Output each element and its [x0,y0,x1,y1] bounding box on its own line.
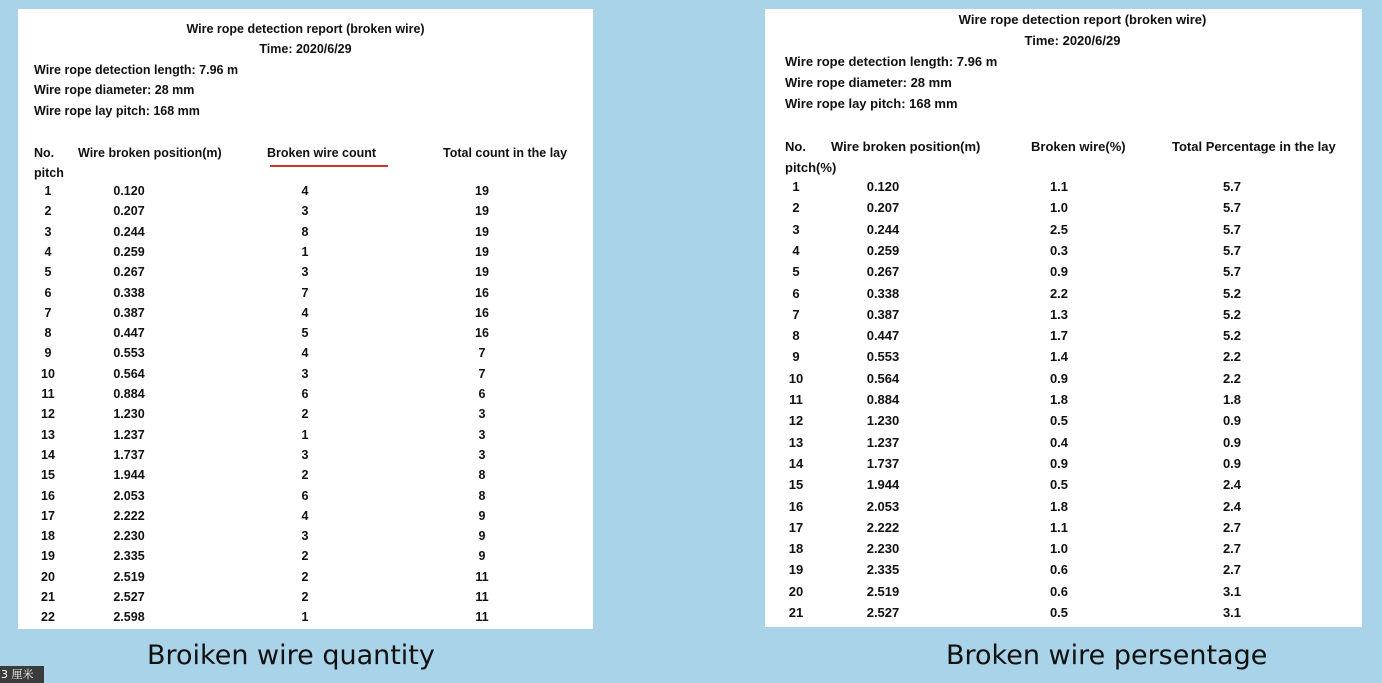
table-row [18,509,593,529]
row-total: 5.2 [1222,328,1242,344]
row-position: 1.944 [866,477,900,493]
table-row [18,387,593,407]
row-total: 7 [478,366,486,381]
table-row [765,392,1362,412]
right-table-body [765,179,1362,627]
row-total: 11 [475,610,489,625]
row-position: 0.338 [866,285,900,301]
table-row [765,179,1362,199]
row-total: 5.7 [1222,264,1242,280]
row-total: 3 [478,427,486,442]
red-underline [270,165,388,167]
row-broken: 0.9 [1049,370,1069,386]
row-broken: 1.8 [1049,498,1069,514]
table-row [18,570,593,590]
row-position: 1.237 [866,434,900,450]
row-number: 7 [792,306,800,322]
row-number: 18 [41,529,55,544]
row-broken: 4 [301,184,309,198]
header-no: No. [34,146,55,160]
row-position: 0.338 [113,285,145,300]
report-time: Time: 2020/6/29 [1024,33,1121,48]
row-broken: 2 [301,569,309,584]
ruler-tag: 3 厘米 [0,666,44,683]
table-row [765,562,1362,582]
row-broken: 0.9 [1049,455,1069,471]
row-broken: 4 [301,508,309,523]
table-row [18,448,593,468]
row-position: 2.053 [866,498,900,514]
row-position: 2.335 [113,549,145,564]
row-position: 1.737 [866,455,900,471]
row-total: 8 [478,468,486,483]
table-row [765,222,1362,242]
table-row [18,428,593,448]
row-number: 12 [41,407,55,422]
row-position: 0.884 [113,387,145,401]
row-position: 0.120 [113,184,145,198]
row-number: 9 [792,349,800,365]
row-broken: 3 [301,529,309,544]
row-position: 0.564 [866,370,900,386]
table-row [18,286,593,306]
row-total: 3 [478,447,486,462]
row-total: 6 [478,387,486,401]
table-row [765,307,1362,327]
row-position: 2.519 [113,569,145,584]
row-position: 2.222 [113,508,145,523]
table-row [18,306,593,326]
row-number: 1 [44,184,52,198]
row-total: 11 [475,590,489,604]
table-row [18,489,593,509]
row-number: 20 [41,569,55,584]
row-position: 0.447 [113,326,145,341]
row-broken: 6 [301,488,309,503]
row-broken: 5 [301,326,309,341]
row-number: 22 [41,610,55,625]
row-number: 6 [44,285,52,300]
table-row [765,520,1362,540]
table-row [765,541,1362,561]
row-broken: 0.4 [1049,434,1069,450]
row-broken: 4 [301,346,309,361]
row-broken: 1.7 [1049,328,1069,344]
row-number: 9 [44,346,52,361]
table-row [18,184,593,204]
row-position: 0.884 [866,392,900,407]
row-position: 2.230 [113,529,145,544]
table-row [18,225,593,245]
row-position: 2.230 [866,541,900,557]
broken-wire-percentage-report [765,9,1362,627]
table-row [18,407,593,427]
row-position: 2.598 [113,610,145,625]
row-position: 0.259 [113,244,145,259]
header-position: Wire broken position(m) [831,139,981,154]
row-number: 19 [788,562,804,578]
header-broken-count: Broken wire count [267,146,377,160]
row-broken: 1.1 [1049,179,1069,194]
row-position: 1.230 [866,413,900,429]
row-broken: 8 [301,224,309,239]
lay-pitch: Wire rope lay pitch: 168 mm [34,104,200,118]
row-number: 13 [788,434,804,450]
row-number: 7 [44,305,52,320]
row-broken: 3 [301,265,309,280]
detection-length: Wire rope detection length: 7.96 m [785,54,998,69]
row-position: 0.553 [113,346,145,361]
table-row [765,371,1362,391]
row-number: 16 [41,488,55,503]
row-number: 17 [41,508,55,523]
row-position: 2.335 [866,562,900,578]
row-total: 3 [478,407,486,422]
table-row [765,200,1362,220]
row-number: 21 [788,605,804,620]
table-row [765,264,1362,284]
table-row [18,265,593,285]
row-position: 1.237 [113,427,145,442]
row-total: 5.2 [1222,285,1242,301]
row-total: 2.4 [1222,498,1242,514]
row-number: 10 [41,366,55,381]
row-position: 0.447 [866,328,900,344]
header-broken-percent: Broken wire(%) [1031,139,1126,154]
row-broken: 2.2 [1049,285,1069,301]
table-row [18,367,593,387]
row-broken: 6 [301,387,309,401]
report-title: Wire rope detection report (broken wire) [186,22,425,36]
row-total: 0.9 [1222,434,1242,450]
row-broken: 2 [301,590,309,604]
table-row [18,590,593,610]
row-broken: 4 [301,305,309,320]
row-broken: 2 [301,549,309,564]
row-position: 0.207 [113,204,145,219]
row-broken: 1.1 [1049,519,1069,535]
row-number: 13 [41,427,55,442]
row-number: 11 [41,387,55,401]
report-title: Wire rope detection report (broken wire) [958,12,1207,27]
row-number: 15 [41,468,55,483]
header-total-count: Total count in the lay [443,146,568,160]
table-row [765,243,1362,263]
row-position: 1.230 [113,407,145,422]
row-number: 16 [788,498,804,514]
row-broken: 1.0 [1049,200,1069,216]
row-total: 3.1 [1222,583,1242,599]
header-pitch: pitch(%) [785,160,837,175]
row-number: 15 [788,477,804,493]
row-broken: 3 [301,366,309,381]
row-broken: 1.0 [1049,541,1069,557]
table-row [18,529,593,549]
row-total: 9 [478,549,486,564]
row-broken: 7 [301,285,309,300]
row-number: 10 [788,370,804,386]
row-total: 19 [475,244,489,259]
row-position: 2.519 [866,583,900,599]
table-row [18,245,593,265]
table-row [18,610,593,630]
row-number: 14 [788,455,804,471]
row-total: 2.2 [1222,370,1242,386]
broken-wire-quantity-report [18,9,593,629]
row-broken: 0.5 [1049,477,1069,493]
table-row [18,549,593,569]
row-total: 2.2 [1222,349,1242,365]
row-number: 1 [792,179,800,194]
row-broken: 0.6 [1049,562,1069,578]
row-number: 8 [44,326,52,341]
row-number: 8 [792,328,800,344]
row-position: 2.222 [866,519,900,535]
row-total: 19 [475,184,489,198]
caption-quantity: Broiken wire quantity [147,640,435,671]
header-pitch: pitch [34,166,64,180]
row-total: 2.7 [1222,541,1242,557]
row-broken: 1.3 [1049,306,1069,322]
row-total: 11 [475,569,489,584]
table-row [765,477,1362,497]
row-position: 0.267 [113,265,145,280]
row-total: 19 [475,204,489,219]
row-broken: 1.4 [1049,349,1069,365]
table-row [18,468,593,488]
row-total: 2.7 [1222,562,1242,578]
row-total: 2.4 [1222,477,1242,493]
row-broken: 1.8 [1049,392,1069,407]
row-total: 0.9 [1222,413,1242,429]
detection-length: Wire rope detection length: 7.96 m [34,63,239,77]
row-number: 11 [789,392,803,407]
table-row [765,286,1362,306]
row-broken: 3 [301,447,309,462]
row-total: 9 [478,508,486,523]
row-broken: 2 [301,468,309,483]
row-broken: 0.9 [1049,264,1069,280]
row-total: 0.9 [1222,455,1242,471]
row-total: 5.7 [1222,221,1242,237]
row-total: 9 [478,529,486,544]
row-total: 8 [478,488,486,503]
row-number: 18 [788,541,804,557]
row-position: 0.387 [113,305,145,320]
row-number: 2 [792,200,800,216]
row-total: 1.8 [1222,392,1242,407]
row-broken: 2.5 [1049,221,1069,237]
row-number: 20 [788,583,804,599]
row-total: 5.7 [1222,179,1242,194]
row-broken: 1 [301,427,309,442]
row-number: 4 [44,244,52,259]
row-number: 17 [788,519,804,535]
row-broken: 1 [301,244,309,259]
table-row [765,328,1362,348]
row-number: 12 [788,413,804,429]
row-position: 2.527 [113,590,145,604]
table-row [765,499,1362,519]
row-number: 2 [44,204,52,219]
row-position: 0.564 [113,366,145,381]
row-number: 21 [41,590,55,604]
table-row [765,584,1362,604]
table-row [18,346,593,366]
row-total: 5.7 [1222,242,1242,258]
row-number: 5 [792,264,800,280]
row-number: 6 [792,285,800,301]
left-table-body [18,184,593,629]
row-total: 3.1 [1222,605,1242,620]
row-position: 0.553 [866,349,900,365]
row-position: 2.053 [113,488,145,503]
row-number: 4 [792,242,800,258]
row-total: 5.2 [1222,306,1242,322]
row-broken: 0.5 [1049,605,1069,620]
row-position: 0.259 [866,242,900,258]
table-row [18,326,593,346]
row-broken: 1 [301,610,309,625]
row-broken: 0.6 [1049,583,1069,599]
row-total: 16 [475,305,489,320]
row-position: 0.244 [113,224,145,239]
row-number: 3 [44,224,52,239]
row-broken: 3 [301,204,309,219]
row-position: 0.244 [866,221,900,237]
header-no: No. [785,139,806,154]
row-total: 7 [478,346,486,361]
row-position: 0.267 [866,264,900,280]
table-row [18,204,593,224]
row-number: 14 [41,447,55,462]
row-total: 19 [475,224,489,239]
table-row [765,413,1362,433]
row-broken: 2 [301,407,309,422]
table-row [765,435,1362,455]
row-total: 16 [475,285,489,300]
row-position: 0.120 [866,179,900,194]
row-total: 2.7 [1222,519,1242,535]
row-total: 19 [475,265,489,280]
row-number: 19 [41,549,55,564]
row-number: 3 [792,221,800,237]
row-position: 0.207 [866,200,900,216]
rope-diameter: Wire rope diameter: 28 mm [785,75,952,90]
row-position: 1.737 [113,447,145,462]
row-number: 5 [44,265,52,280]
row-broken: 0.5 [1049,413,1069,429]
rope-diameter: Wire rope diameter: 28 mm [34,83,195,97]
header-total-percent: Total Percentage in the lay [1172,139,1336,154]
report-time: Time: 2020/6/29 [259,42,352,56]
row-broken: 0.3 [1049,242,1069,258]
table-row [765,349,1362,369]
header-position: Wire broken position(m) [78,146,222,160]
row-total: 5.7 [1222,200,1242,216]
table-row [765,456,1362,476]
row-total: 16 [475,326,489,341]
row-position: 0.387 [866,306,900,322]
table-row [765,605,1362,625]
row-position: 2.527 [866,605,900,620]
row-position: 1.944 [113,468,145,483]
lay-pitch: Wire rope lay pitch: 168 mm [785,96,958,111]
caption-percentage: Broken wire persentage [946,640,1268,671]
